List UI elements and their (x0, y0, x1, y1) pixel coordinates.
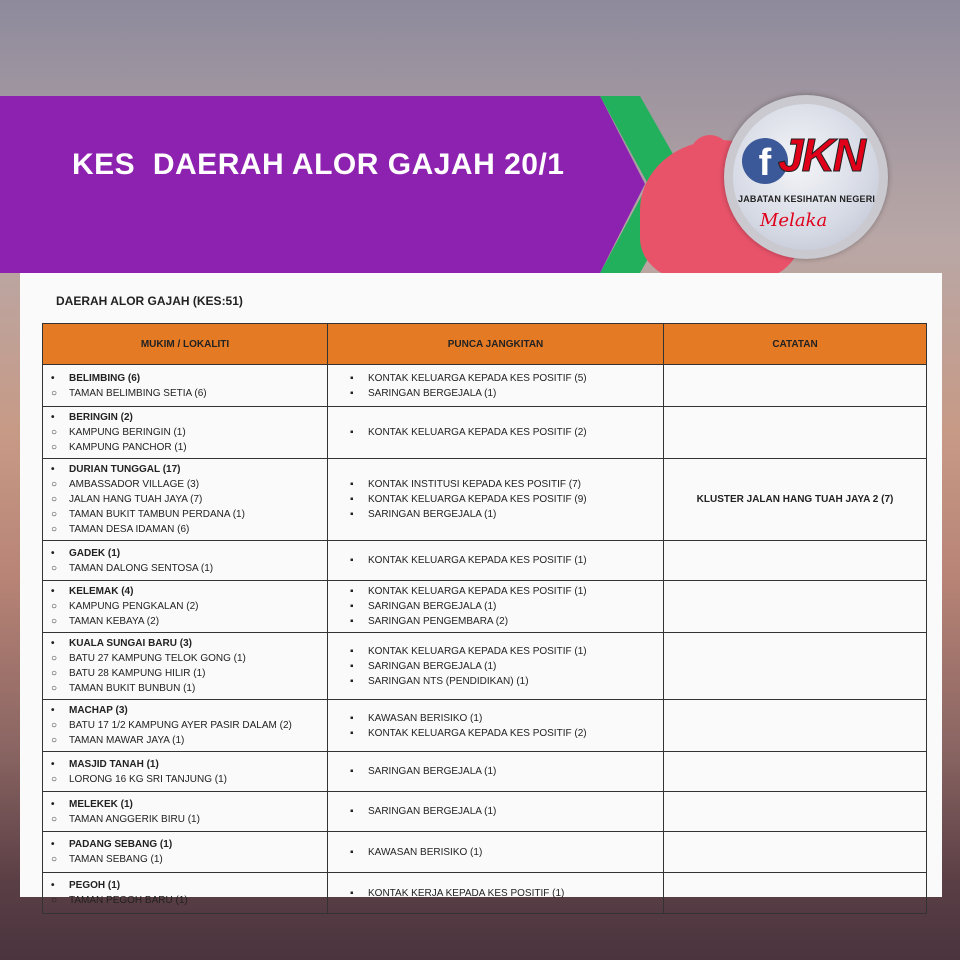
cell-punca-jangkitan: ▪ SARINGAN BERGEJALA (1) (328, 752, 664, 792)
mukim-name: PEGOH (1) (69, 880, 121, 891)
mukim-name: MASJID TANAH (1) (69, 758, 159, 770)
infection-source: KONTAK KELUARGA KEPADA KES POSITIF (2) (368, 427, 587, 438)
infection-source: KONTAK INSTITUSI KEPADA KES POSITIF (7) (368, 479, 582, 490)
locality-name: TAMAN BELIMBING SETIA (6) (69, 387, 207, 399)
locality-name: TAMAN BUKIT TAMBUN PERDANA (1) (69, 509, 245, 520)
cell-catatan (664, 832, 927, 873)
cell-catatan (664, 873, 927, 914)
locality-name: TAMAN PEGOH BARU (1) (69, 895, 188, 906)
locality-name: JALAN HANG TUAH JAYA (7) (69, 494, 203, 505)
cell-catatan (664, 752, 927, 792)
locality-name: BATU 27 KAMPUNG TELOK GONG (1) (69, 653, 246, 664)
locality-name: TAMAN SEBANG (1) (69, 854, 163, 865)
mukim-name: KELEMAK (4) (69, 586, 134, 597)
cell-mukim-lokaliti: • GADEK (1) ○ TAMAN DALONG SENTOSA (1) (43, 541, 328, 581)
locality-name: LORONG 16 KG SRI TANJUNG (1) (69, 773, 227, 785)
infection-source: SARINGAN BERGEJALA (1) (368, 660, 497, 672)
table-header-row (43, 324, 927, 365)
infection-source: KONTAK KELUARGA KEPADA KES POSITIF (9) (368, 494, 587, 505)
cell-mukim-lokaliti: • PADANG SEBANG (1) ○ TAMAN SEBANG (1) (43, 832, 328, 873)
infection-source: KAWASAN BERISIKO (1) (368, 846, 483, 858)
cell-catatan: KLUSTER JALAN HANG TUAH JAYA 2 (7) (664, 459, 927, 541)
logo-name: JKN (778, 129, 865, 181)
table-row (43, 700, 927, 752)
header-punca: PUNCA JANGKITAN (328, 324, 664, 365)
cell-mukim-lokaliti: • BERINGIN (2) ○ KAMPUNG BERINGIN (1) ○ KAMPUNG PANCHOR (1) (43, 407, 328, 459)
cell-mukim-lokaliti: • MELEKEK (1) ○ TAMAN ANGGERIK BIRU (1) (43, 792, 328, 832)
infection-source: SARINGAN BERGEJALA (1) (368, 806, 497, 817)
infection-source: KONTAK KERJA KEPADA KES POSITIF (1) (368, 887, 565, 899)
mukim-name: GADEK (1) (69, 547, 121, 559)
infection-source: SARINGAN BERGEJALA (1) (368, 387, 497, 399)
infection-source: KONTAK KELUARGA KEPADA KES POSITIF (5) (368, 372, 587, 384)
locality-name: BATU 28 KAMPUNG HILIR (1) (69, 668, 206, 679)
logo-script: Melaka (760, 210, 828, 231)
cell-punca-jangkitan: ▪ KONTAK KELUARGA KEPADA KES POSITIF (1) (328, 541, 664, 581)
table-row (43, 407, 927, 459)
cell-mukim-lokaliti: • BELIMBING (6) ○ TAMAN BELIMBING SETIA (6) (43, 365, 328, 407)
cell-punca-jangkitan: ▪ KONTAK KELUARGA KEPADA KES POSITIF (5) ▪ SARINGAN BERGEJALA (1) (328, 365, 664, 407)
locality-name: KAMPUNG BERINGIN (1) (69, 427, 186, 438)
cell-mukim-lokaliti: • PEGOH (1) ○ TAMAN PEGOH BARU (1) (43, 873, 328, 914)
infection-source: KAWASAN BERISIKO (1) (368, 712, 483, 724)
sheet-title: DAERAH ALOR GAJAH (KES:51) (56, 294, 243, 308)
cell-catatan (664, 581, 927, 633)
infection-source: SARINGAN BERGEJALA (1) (368, 601, 497, 612)
infection-source: KONTAK KELUARGA KEPADA KES POSITIF (1) (368, 586, 587, 597)
cell-mukim-lokaliti: • DURIAN TUNGGAL (17) ○ AMBASSADOR VILLAGE (3) ○ JALAN HANG TUAH JAYA (7) ○ TAMAN BUKIT TAMBUN PERDANA (1) ○ TAMAN DESA IDAMAN (6) (43, 459, 328, 541)
locality-name: TAMAN MAWAR JAYA (1) (69, 735, 185, 746)
mukim-name: BERINGIN (2) (69, 412, 133, 423)
mukim-name: PADANG SEBANG (1) (69, 839, 173, 850)
header-catatan: CATATAN (664, 324, 927, 365)
locality-name: TAMAN BUKIT BUNBUN (1) (69, 683, 196, 694)
infection-source: KONTAK KELUARGA KEPADA KES POSITIF (2) (368, 727, 587, 739)
locality-name: KAMPUNG PANCHOR (1) (69, 442, 187, 453)
cell-punca-jangkitan: ▪ KAWASAN BERISIKO (1) (328, 832, 664, 873)
cases-table (42, 323, 927, 914)
cell-catatan (664, 541, 927, 581)
cell-mukim-lokaliti: • KELEMAK (4) ○ KAMPUNG PENGKALAN (2) ○ TAMAN KEBAYA (2) (43, 581, 328, 633)
infection-source: SARINGAN BERGEJALA (1) (368, 766, 497, 777)
cell-catatan (664, 407, 927, 459)
infection-source: SARINGAN BERGEJALA (1) (368, 509, 497, 520)
infection-source: SARINGAN NTS (PENDIDIKAN) (1) (368, 675, 529, 687)
table-row (43, 633, 927, 700)
locality-name: TAMAN DALONG SENTOSA (1) (69, 562, 214, 574)
cell-punca-jangkitan: ▪ KONTAK KELUARGA KEPADA KES POSITIF (1) ▪ SARINGAN BERGEJALA (1) ▪ SARINGAN PENGEMBARA (2) (328, 581, 664, 633)
locality-name: BATU 17 1/2 KAMPUNG AYER PASIR DALAM (2) (69, 720, 292, 731)
cell-mukim-lokaliti: • MASJID TANAH (1) ○ LORONG 16 KG SRI TANJUNG (1) (43, 752, 328, 792)
table-row (43, 873, 927, 914)
infection-source: KONTAK KELUARGA KEPADA KES POSITIF (1) (368, 555, 587, 566)
cell-mukim-lokaliti: • KUALA SUNGAI BARU (3) ○ BATU 27 KAMPUNG TELOK GONG (1) ○ BATU 28 KAMPUNG HILIR (1) ○ TAMAN BUKIT BUNBUN (1) (43, 633, 328, 700)
logo-subtitle: JABATAN KESIHATAN NEGERI (738, 194, 876, 204)
table-row (43, 581, 927, 633)
banner-title: KES DAERAH ALOR GAJAH 20/1 (72, 148, 565, 181)
table-row (43, 365, 927, 407)
locality-name: TAMAN DESA IDAMAN (6) (69, 524, 190, 535)
mukim-name: MACHAP (3) (69, 705, 128, 716)
infection-source: SARINGAN PENGEMBARA (2) (368, 616, 509, 627)
infection-source: KONTAK KELUARGA KEPADA KES POSITIF (1) (368, 645, 587, 657)
locality-name: TAMAN KEBAYA (2) (69, 616, 160, 627)
table-row (43, 792, 927, 832)
facebook-icon: f (742, 138, 788, 184)
cell-catatan (664, 700, 927, 752)
locality-name: TAMAN ANGGERIK BIRU (1) (69, 813, 200, 825)
cell-punca-jangkitan: ▪ KONTAK KELUARGA KEPADA KES POSITIF (1) ▪ SARINGAN BERGEJALA (1) ▪ SARINGAN NTS (PENDIDIKAN) (1) (328, 633, 664, 700)
cell-punca-jangkitan: ▪ KONTAK KERJA KEPADA KES POSITIF (1) (328, 873, 664, 914)
cell-punca-jangkitan: ▪ KAWASAN BERISIKO (1) ▪ KONTAK KELUARGA KEPADA KES POSITIF (2) (328, 700, 664, 752)
mukim-name: DURIAN TUNGGAL (17) (69, 464, 181, 475)
title-banner (0, 96, 645, 273)
cell-catatan (664, 633, 927, 700)
mukim-name: KUALA SUNGAI BARU (3) (69, 638, 192, 649)
mukim-name: BELIMBING (6) (69, 372, 141, 384)
cell-punca-jangkitan: ▪ SARINGAN BERGEJALA (1) (328, 792, 664, 832)
cell-mukim-lokaliti: • MACHAP (3) ○ BATU 17 1/2 KAMPUNG AYER PASIR DALAM (2) ○ TAMAN MAWAR JAYA (1) (43, 700, 328, 752)
mukim-name: MELEKEK (1) (69, 798, 133, 810)
table-row (43, 541, 927, 581)
header-mukim: MUKIM / LOKALITI (43, 324, 328, 365)
cell-catatan (664, 365, 927, 407)
table-row (43, 459, 927, 541)
locality-name: AMBASSADOR VILLAGE (3) (69, 479, 200, 490)
cell-catatan (664, 792, 927, 832)
table-row (43, 832, 927, 873)
cell-punca-jangkitan: ▪ KONTAK INSTITUSI KEPADA KES POSITIF (7) ▪ KONTAK KELUARGA KEPADA KES POSITIF (9) ▪ SARINGAN BERGEJALA (1) (328, 459, 664, 541)
table-row (43, 752, 927, 792)
cell-punca-jangkitan: ▪ KONTAK KELUARGA KEPADA KES POSITIF (2) (328, 407, 664, 459)
locality-name: KAMPUNG PENGKALAN (2) (69, 601, 199, 612)
